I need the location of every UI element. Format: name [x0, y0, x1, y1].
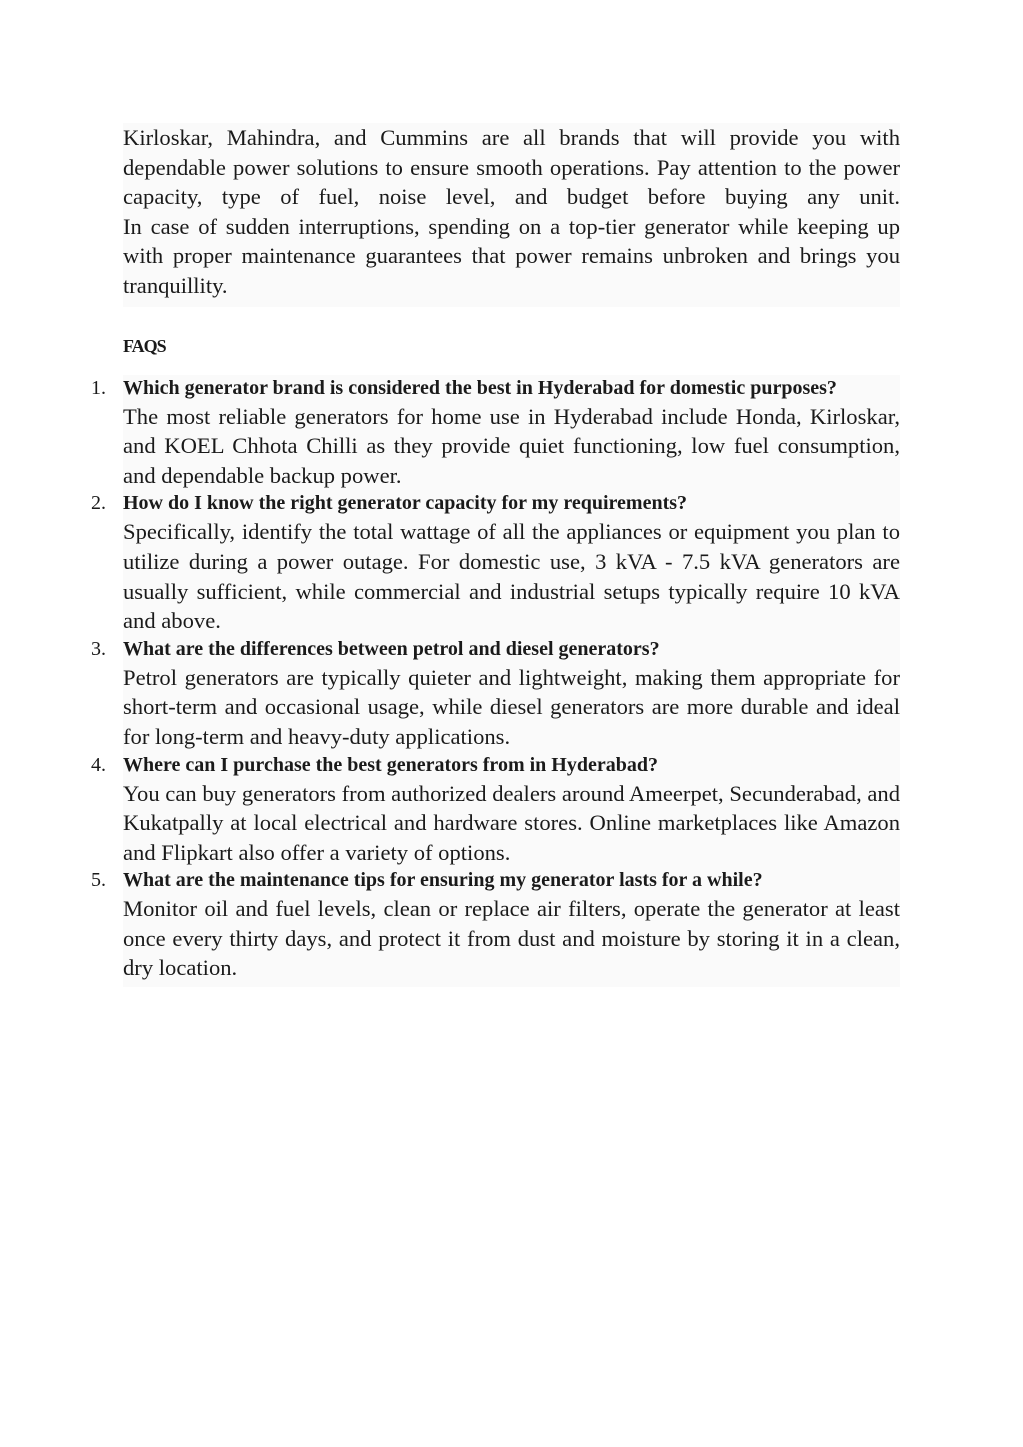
faq-item: [91, 490, 900, 635]
faq-item-number: 5.: [91, 869, 106, 892]
intro-section: [123, 123, 900, 307]
faq-list: [91, 375, 900, 988]
faq-question: Which generator brand is considered the best in Hyderabad for domestic purposes?: [123, 376, 837, 399]
faq-heading: FAQS: [123, 335, 166, 356]
faq-item-number: 2.: [91, 492, 106, 515]
faq-item-number: 3.: [91, 637, 106, 660]
page-content: [91, 123, 900, 987]
faq-question: Where can I purchase the best generators from in Hyderabad?: [123, 753, 658, 776]
faq-item: [91, 867, 900, 983]
faq-answer: Specifically, identify the total wattage of all the appliances or equipment you plan to utilize during a power outage. For domestic use, 3 kVA - 7.5 kVA generators are usually sufficient, while commercial and industrial setups typically require 10 kVA and above.: [123, 519, 900, 634]
faq-question: What are the maintenance tips for ensuring my generator lasts for a while?: [123, 869, 763, 892]
faq-item: [91, 752, 900, 868]
intro-paragraph-1: Kirloskar, Mahindra, and Cummins are all brands that will provide you with dependable power solutions to ensure smooth operations. Pay attention to the power capacity, type of fuel, noise level, and budget before buying any unit.: [123, 125, 900, 210]
faq-item: [91, 636, 900, 752]
faq-item-number: 1.: [91, 376, 106, 399]
faq-item: [91, 375, 900, 491]
faq-answer: You can buy generators from authorized dealers around Ameerpet, Secunderabad, and Kukatpally at local electrical and hardware stores. Online marketplaces like Amazon and Flipkart also offer a variety of options.: [123, 780, 900, 865]
faq-question: What are the differences between petrol and diesel generators?: [123, 637, 660, 660]
faq-answer: Petrol generators are typically quieter and lightweight, making them appropriate for short-term and occasional usage, while diesel generators are more durable and ideal for long-term and heavy-duty applications.: [123, 664, 900, 749]
intro-paragraph-2: In case of sudden interruptions, spending on a top-tier generator while keeping up with proper maintenance guarantees that power remains unbroken and brings you tranquillity.: [123, 213, 900, 298]
faq-question: How do I know the right generator capacity for my requirements?: [123, 492, 688, 515]
faq-answer: Monitor oil and fuel levels, clean or replace air filters, operate the generator at least once every thirty days, and protect it from dust and moisture by storing it in a clean, dry location.: [123, 896, 900, 981]
faq-item-number: 4.: [91, 753, 106, 776]
faq-answer: The most reliable generators for home use in Hyderabad include Honda, Kirloskar, and KOEL Chhota Chilli as they provide quiet functioning, low fuel consumption, and dependable backup power.: [123, 403, 900, 488]
